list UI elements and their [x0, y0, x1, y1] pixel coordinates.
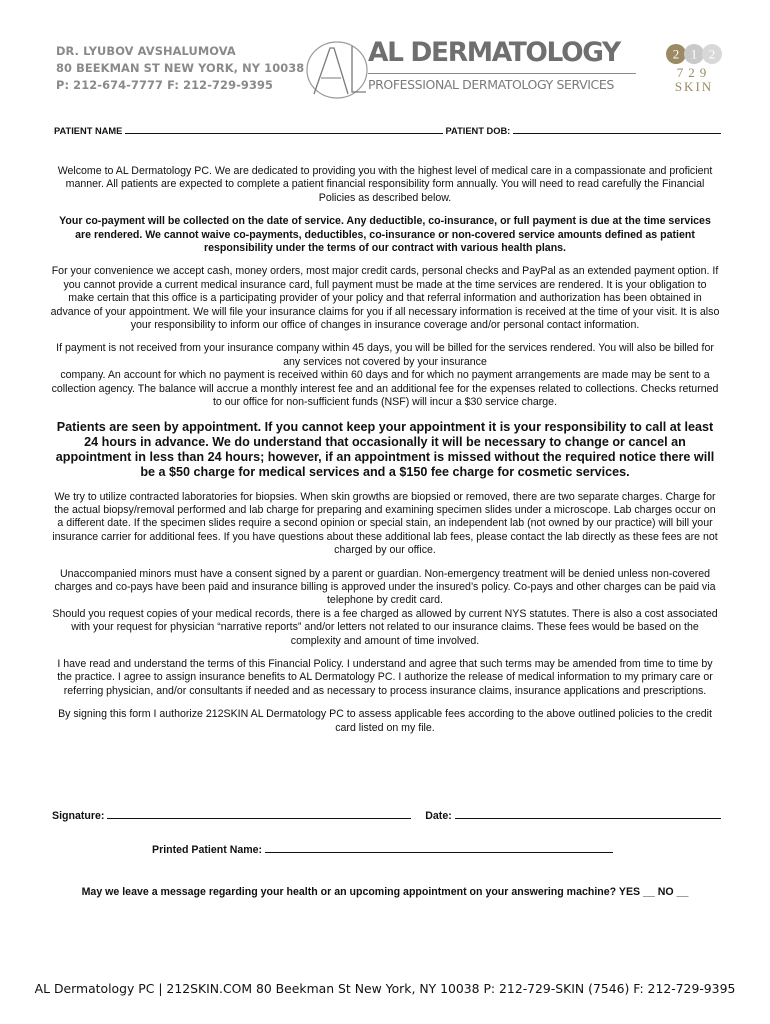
- authorization-paragraph: By signing this form I authorize 212SKIN AL Dermatology PC to assess applicable fees according to the above outlined policies to the credit card listed on my file.: [58, 708, 712, 734]
- billing-paragraph: [50, 342, 720, 409]
- practice-phone-fax: P: 212-674-7777 F: 212-729-9395: [56, 78, 274, 92]
- patient-name-label: PATIENT NAME: [54, 126, 123, 136]
- signature-field[interactable]: [107, 809, 411, 819]
- printed-name-label: Printed Patient Name:: [152, 844, 263, 856]
- minors-text: Unaccompanied minors must have a consent signed by a parent or guardian. Non-emergency treatment will be denied unless non-covered charges and co-pays have been paid and insurance billing is approved under the insured’s policy. Co-pays and other charges can be paid via telephone by credit card.: [54, 567, 716, 607]
- payment-options-paragraph: For your convenience we accept cash, money orders, most major credit cards, personal checks and PayPal as an extended payment option. If you cannot provide a current medical insurance card, full payment must be made at the time services are rendered. It is your obligation to make certain that this office is a participating provider of your policy and that referral information and authorization has been obtained in advance of your appointment. We will file your insurance claims for you if all necessary information is received at the time of your visit. It is also your responsibility to inform our office of changes in insurance coverage and/or personal contact information.: [50, 265, 720, 332]
- patient-fields: [54, 124, 718, 136]
- welcome-paragraph: Welcome to AL Dermatology PC. We are dedicated to providing you with the highest level of medical care in a compassionate and proficient manner. All patients are expected to complete a patient financial responsibility form annually. You will need to read carefully the Financial Policies as described below.: [57, 165, 713, 204]
- badge-number: 729: [676, 65, 712, 80]
- message-consent-question: May we leave a message regarding your health or an upcoming appointment on your answering machine? YES __ NO __: [81, 886, 689, 898]
- signature-label: Signature:: [52, 810, 105, 822]
- signature-row: [52, 809, 722, 822]
- agreement-paragraph: I have read and understand the terms of this Financial Policy. I understand and agree that such terms may be amended from time to time by the practice. I agree to assign insurance benefits to AL Dermatology PC. I authorize the release of medical information to my primary care or referring physician, and/or consultants if needed and as necessary to process insurance claims, insurance applications and prescriptions.: [57, 657, 713, 697]
- billing-text-1: If payment is not received from your insurance company within 45 days, you will be billed for the services rendered. You will also be billed for any services not covered by your insurance: [56, 342, 714, 368]
- financial-policy-body: [50, 165, 720, 745]
- al-monogram-logo: [304, 40, 370, 100]
- footer-contact: AL Dermatology PC | 212SKIN.COM 80 Beekman St New York, NY 10038 P: 212-729-SKIN (7546) F: 212-729-9395: [34, 981, 736, 996]
- copayment-paragraph: Your co-payment will be collected on the date of service. Any deductible, co-insurance, or full payment is due at the time services are rendered. We cannot waive co-payments, deductibles, co-insurance or non-covered service amounts defined as patient responsibility under the terms of our contract with various health plans.: [59, 215, 711, 255]
- patient-dob-label: PATIENT DOB:: [445, 126, 511, 136]
- logo-divider: [368, 73, 636, 74]
- printed-name-row: [152, 843, 613, 856]
- patient-name-field[interactable]: [125, 124, 443, 134]
- 212skin-badge: [664, 43, 724, 93]
- practice-address: 80 BEEKMAN ST NEW YORK, NY 10038: [56, 61, 305, 75]
- logo-subtitle: PROFESSIONAL DERMATOLOGY SERVICES: [368, 77, 614, 92]
- svg-text:1: 1: [690, 46, 698, 62]
- practice-info: [56, 43, 304, 94]
- printed-name-field[interactable]: [265, 843, 613, 853]
- date-label: Date:: [425, 810, 452, 822]
- laboratory-paragraph: We try to utilize contracted laboratories for biopsies. When skin growths are biopsied or removed, there are two separate charges. Charge for the actual biopsy/removal performed and lab charge for preparing and examining specimen slides under a microscope. Lab charges occur on a different date. If the specimen slides require a second opinion or special stain, an independent lab (not owned by our practice) will bill your insurance carrier for additional fees. If you have questions about these additional lab fees, please contact the lab directly as these fees are not charged by our office.: [52, 490, 718, 557]
- logo-title: AL DERMATOLOGY: [368, 37, 620, 68]
- 212-circles-icon: [664, 43, 724, 65]
- records-text: Should you request copies of your medical records, there is a fee charged as allowed by current NYS statutes. There is also a cost associated with your request for physician “narrative reports” and/or letters not related to our insurance claims. These fees would be based on the complexity and amount of time involved.: [52, 607, 718, 647]
- billing-text-2: company. An account for which no payment is received within 60 days and for which no payment arrangements are made may be sent to a collection agency. The balance will accrue a monthly interest fee and an additional fee for the expenses related to collections. Checks returned to our office for non-sufficient funds (NSF) will incur a $30 service charge.: [51, 369, 719, 409]
- date-field[interactable]: [455, 809, 721, 819]
- patient-dob-field[interactable]: [513, 124, 721, 134]
- badge-word: SKIN: [674, 79, 714, 94]
- doctor-name: DR. LYUBOV AVSHALUMOVA: [56, 44, 236, 58]
- svg-text:2: 2: [672, 46, 680, 62]
- appointment-policy-paragraph: Patients are seen by appointment. If you cannot keep your appointment it is your responsibility to call at least 24 hours in advance. We do understand that occasionally it will be necessary to change or cancel an appointment in less than 24 hours; however, if an appointment is missed without the required notice there will be a $50 charge for medical services and a $150 fee charge for cosmetic services.: [55, 419, 715, 479]
- minors-records-paragraph: [50, 568, 720, 648]
- svg-text:2: 2: [708, 46, 716, 62]
